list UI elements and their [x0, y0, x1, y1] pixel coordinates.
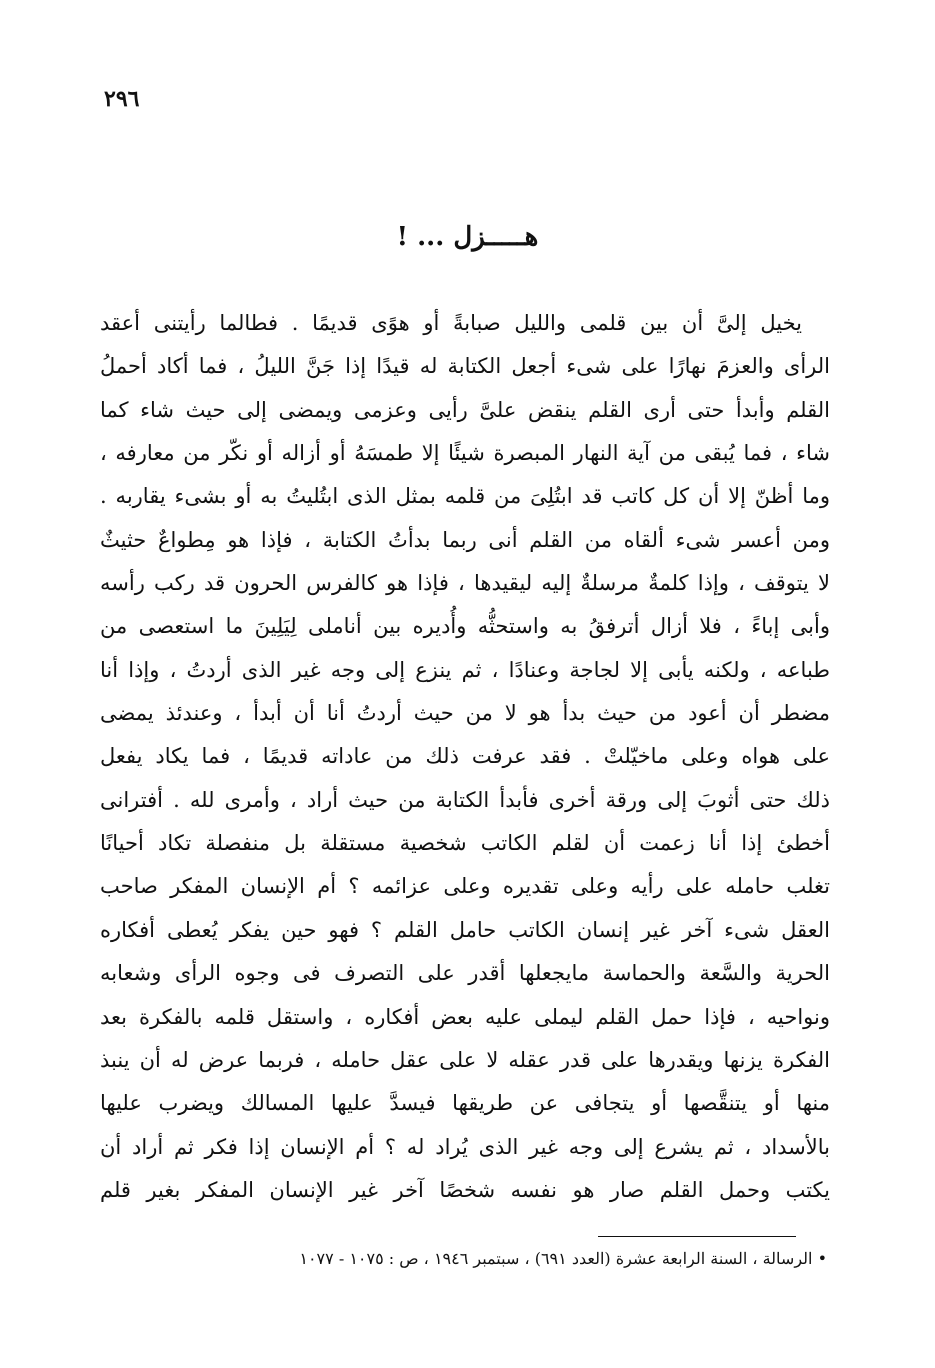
text-line: العقل شىء آخر غير إنسان الكاتب حامل القلم ؟ فهو حين يفكر يُعطى أفكاره	[100, 917, 830, 942]
footnote-divider	[598, 1236, 796, 1237]
text-line: أخطئ إذا أنا زعمت أن لقلم الكاتب شخصية مستقلة بل منفصلة تكاد أحيانًا	[100, 831, 830, 856]
text-line: يكتب وحمل القلم صار هو نفسه شخصًا آخر غير الإنسان المفكر بغير قلم	[100, 1177, 830, 1202]
text-line: وأبى إباءً ، فلا أزال أترفقُ به واستحثُّه وأُديره بين أناملى لِيَلِينَ ما استعصى من	[100, 614, 830, 639]
text-line: وما أظنّ إلا أن كل كاتب قد ابتُلِىَ من قلمه بمثل الذى ابتُليتُ به أو بشىء يقاربه .	[100, 484, 830, 509]
text-line: ونواحيه ، فإذا حمل القلم ليملى عليه بعض أفكاره ، واستقل قلمه بالفكرة بعد	[100, 1004, 830, 1029]
footnote: • الرسالة ، السنة الرابعة عشرة (العدد ٦٩١) ، سبتمبر ١٩٤٦ ، ص : ١٠٧٥ - ١٠٧٧	[299, 1249, 827, 1268]
text-line: الحرية والسَّعة والحماسة مايجعلها أقدر على التصرف فى وجوه الرأى وشعابه	[100, 961, 830, 986]
text-line: على هواه وعلى ماخيّلتْ . فقد عرفت ذلك من عاداته قديمًا ، فما يكاد يفعل	[100, 744, 830, 769]
text-line: منها أو يتنقَّصها أو يتجافى عن طريقها فيسدَّ عليها المسالك ويضرب عليها	[100, 1091, 830, 1116]
article-body	[100, 302, 830, 1212]
article-title: هـــــزل ... !	[396, 222, 539, 252]
page-number: ٢٩٦	[104, 86, 140, 112]
text-line: يخيل إلىَّ أن بين قلمى والليل صبابةً أو هوًى قديمًا . فطالما رأيتنى أعقد	[100, 311, 802, 335]
text-line: ذلك حتى أثوبَ إلى ورقة أخرى فأبدأ الكتابة من حيث أراد ، وأمرى لله . أفترانى	[100, 787, 830, 812]
text-line: ومن أعسر شىء ألقاه من القلم أنى ربما بدأتُ الكتابة ، فإذا هو مِطواعٌ حثيثٌ	[100, 527, 830, 552]
text-line: بالأسداد ، ثم يشرع إلى وجه غير الذى يُراد له ؟ أم الإنسان إذا فكر ثم أراد أن	[100, 1134, 830, 1159]
text-line: الفكرة يزنها ويقدرها على قدر عقله لا على عقل حامله ، فربما عرض له أن ينبذ	[100, 1047, 830, 1072]
text-line: مضطر أن أعود من حيث بدأ هو لا من حيث أردتُ أنا أن أبدأ ، وعندئذ يمضى	[100, 701, 830, 726]
text-line: الرأى والعزمَ نهارًا على شىء أجعل الكتابة له قيدًا إذا جَنَّ الليلُ ، فما أكاد أحملُ	[100, 354, 830, 379]
text-line: القلم وأبدأ حتى أرى القلم ينقض علىَّ رأيى وعزمى ويمضى إلى حيث شاء كما	[100, 397, 830, 422]
text-line: لا يتوقف ، وإذا كلمةٌ مرسلةٌ إليه ليقيدها ، فإذا هو كالفرس الحرون قد ركب رأسه	[100, 571, 830, 596]
text-line: شاء ، فما يُبقى من آية النهار المبصرة شيئًا إلا طمسَهُ أو أزاله أو نكّر من معارفه ،	[100, 441, 830, 466]
text-line: طباعه ، ولكنه يأبى إلا لجاجة وعنادًا ، ثم ينزع إلى وجه غير الذى أردتُ ، وإذا أنا	[100, 657, 830, 682]
text-line: تغلب حامله على رأيه وعلى تقديره وعلى عزائمه ؟ أم الإنسان المفكر صاحب	[100, 874, 830, 899]
